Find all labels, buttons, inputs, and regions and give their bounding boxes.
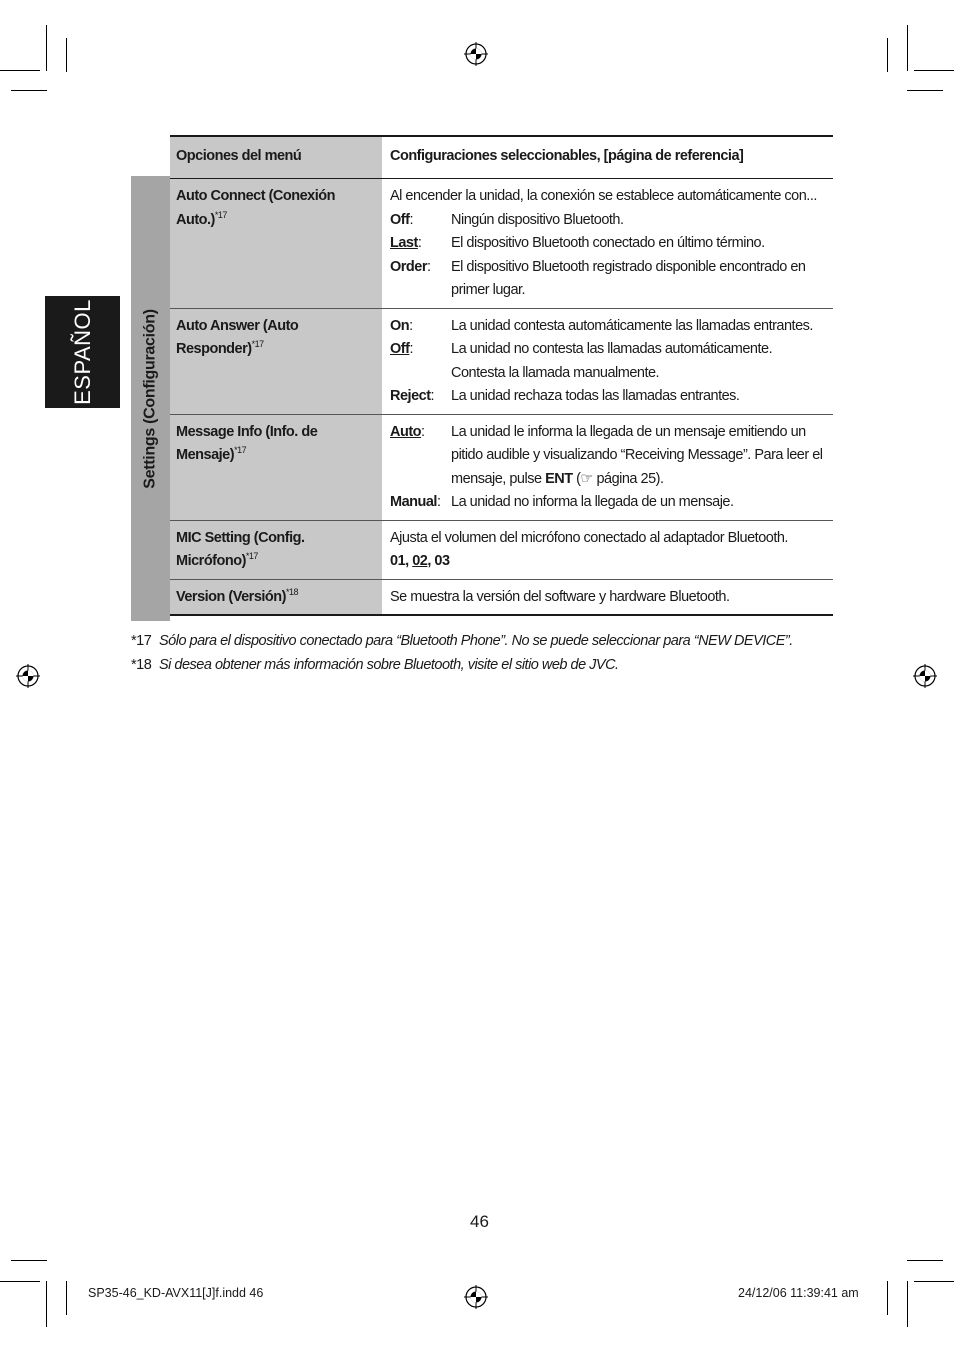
header-config: Configuraciones seleccionables, [página de referencia] [390,148,744,164]
option-name-text: Auto Connect (Conexión Auto.) [176,188,335,228]
option-key: Off [390,211,410,228]
option-desc: La unidad contesta automáticamente las llamadas entrantes. [451,317,813,334]
option-desc: La unidad no contesta las llamadas automáticamente. Contesta la llamada manualmente. [451,341,773,381]
option-name-text: Message Info (Info. de Mensaje) [176,423,318,463]
table-row [170,308,833,414]
crop-mark [0,1281,40,1282]
option-desc-text: La unidad le informa la llegada de un mensaje emitiendo un pitido audible y visualizando “Receiving Message”. Para leer el mensaje, pulse [451,423,823,487]
option-name [170,308,382,414]
footnote-mark: *17 [131,633,152,649]
registration-mark-icon [464,42,488,66]
mic-values [390,550,827,574]
option-name [170,579,382,615]
crop-mark [46,1281,47,1327]
option-value-row [390,256,827,303]
footnote-ref: *17 [251,339,264,349]
config-desc: Ajusta el volumen del micrófono conectado al adaptador Bluetooth. [390,529,788,546]
registration-mark-icon [913,664,937,688]
slug-date: 24/12/06 11:39:41 am [738,1286,859,1300]
footnotes [131,629,793,677]
option-name [170,520,382,579]
value-sep: , [427,553,435,569]
crop-mark [907,1260,943,1261]
crop-mark [907,1281,908,1327]
crop-mark [66,38,67,72]
settings-table [170,135,833,616]
option-name-text: Auto Answer (Auto Responder) [176,317,299,357]
section-label: Settings (Configuración) [141,308,159,489]
option-name-text: MIC Setting (Config. Micrófono) [176,529,305,569]
option-sep: : [409,341,413,357]
footnote-text: Si desea obtener más información sobre Bluetooth, visite el sitio web de JVC. [159,657,619,673]
crop-mark [11,90,47,91]
option-key: Auto [390,423,422,440]
section-band [131,176,170,621]
option-value-row [390,491,827,515]
mic-value: 01 [390,553,406,569]
option-sep: : [436,494,441,510]
option-value-row [390,209,827,233]
crop-mark [907,25,908,71]
option-sep: : [421,423,425,440]
footnote [131,629,793,653]
registration-mark-icon [16,664,40,688]
option-value-row [390,385,827,409]
option-name-text: Version (Versión) [176,588,286,605]
option-name [170,179,382,309]
ent-key-label: ENT [545,470,573,487]
crop-mark [907,90,943,91]
option-name [170,414,382,520]
crop-mark [0,70,40,71]
crop-mark [914,70,954,71]
page-ref: (☞ página 25). [572,470,664,487]
option-key: Last [390,235,418,251]
crop-mark [66,1281,67,1315]
option-value-row [390,338,827,385]
option-sep: : [430,388,435,404]
option-config [382,579,833,615]
table-row [170,414,833,520]
option-sep: : [409,317,413,334]
crop-mark [46,25,47,71]
footnote-text: Sólo para el dispositivo conectado para “Bluetooth Phone”. No se puede seleccionar para “NEW DEVICE”. [159,633,793,649]
mic-value: 03 [434,553,450,569]
language-label: ESPAÑOL [69,299,95,405]
option-sep: : [417,235,422,251]
option-value-row [390,315,827,339]
option-key: Off [390,341,410,357]
crop-mark [887,38,888,72]
option-config [382,179,833,309]
option-sep: : [427,258,431,275]
footnote-ref: *17 [234,445,247,455]
footnote-ref: *17 [214,209,227,220]
crop-mark [11,1260,47,1261]
header-option: Opciones del menú [170,136,382,179]
slug-file: SP35-46_KD-AVX11[J]f.indd 46 [88,1286,264,1300]
table-row [170,579,833,615]
footnote-ref: *17 [245,551,258,561]
footnote [131,653,793,677]
option-sep: : [409,211,413,228]
option-key: Manual [390,494,437,510]
table-row [170,179,833,309]
footnote-ref: *18 [285,586,298,597]
option-desc: El dispositivo Bluetooth registrado disponible encontrado en primer lugar. [451,258,806,298]
registration-mark-icon [464,1285,488,1309]
config-intro: Al encender la unidad, la conexión se establece automáticamente con... [390,188,817,204]
option-config [382,308,833,414]
language-tab [45,296,120,408]
option-desc [451,421,827,492]
config-desc: Se muestra la versión del software y hardware Bluetooth. [390,588,730,605]
option-value-row [390,421,827,492]
option-config [382,414,833,520]
option-key: Order [390,258,427,275]
table-header-row [170,136,833,179]
option-desc: Ningún dispositivo Bluetooth. [451,211,624,228]
footnote-mark: *18 [131,657,152,673]
option-config [382,520,833,579]
crop-mark [887,1281,888,1315]
value-sep: , [405,553,413,569]
mic-value-default: 02 [412,553,428,569]
crop-mark [914,1281,954,1282]
option-value-row [390,232,827,256]
table-row [170,520,833,579]
option-desc: La unidad no informa la llegada de un mensaje. [451,494,734,510]
option-desc: El dispositivo Bluetooth conectado en último término. [451,235,765,251]
option-key: Reject [390,388,431,404]
option-key: On [390,317,410,334]
option-desc: La unidad rechaza todas las llamadas entrantes. [451,388,740,404]
page-number: 46 [470,1212,489,1231]
